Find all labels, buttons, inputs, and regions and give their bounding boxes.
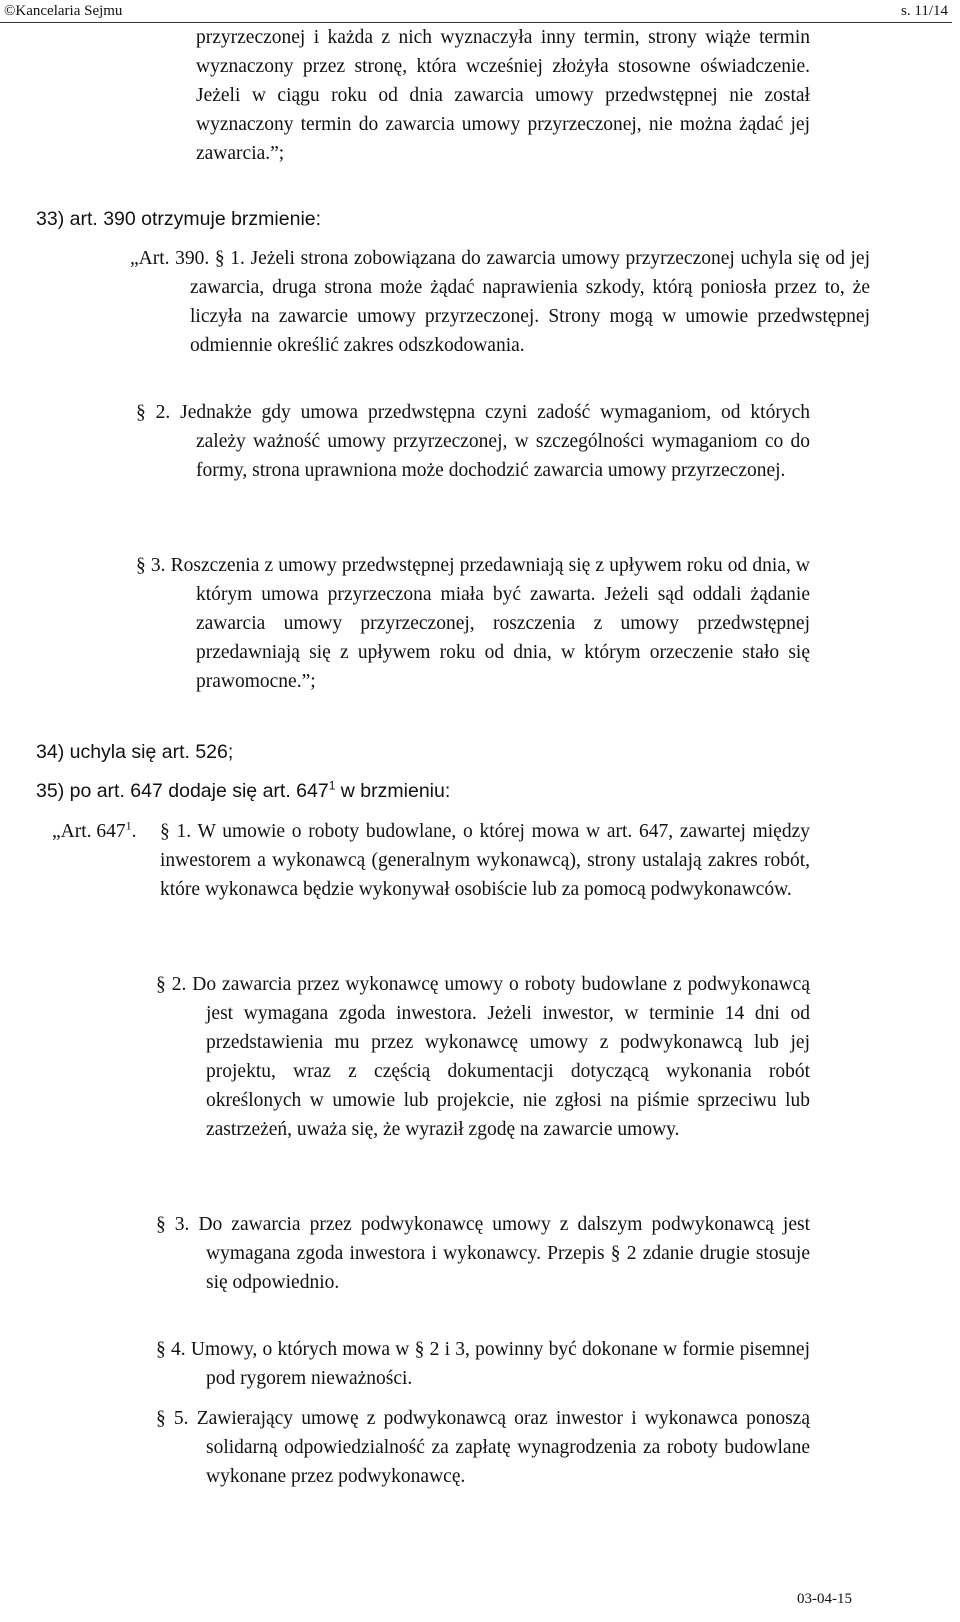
paragraph-continuation: przyrzeczonej i każda z nich wyznaczyła inny termin, strony wiąże termin wyznaczony przez stronę, która wcześniej złożyła stosowne oświadczenie. Jeżeli w ciągu roku od dnia zawarcia umowy przedwstępnej nie został wyznaczony termin do zawarcia umowy przyrzeczonej, nie można żądać jej zawarcia.”; <box>196 27 810 164</box>
art-647-1-lead: „Art. 647 <box>52 821 126 842</box>
header-page-number: s. 11/14 <box>901 3 948 19</box>
art-390-par-2: § 2. Jednakże gdy umowa przedwstępna czyni zadość wymaganiom, od których zależy ważność umowy przyrzeczonej, w szczególności wymaganiom co do formy, strona uprawniona może dochodzić zawarcia umowy przyrzeczonej. <box>136 402 810 481</box>
list-item-35-text: 35) po art. 647 dodaje się art. 647 <box>36 780 329 802</box>
list-item-35-sup: 1 <box>328 778 336 793</box>
list-item-35 <box>36 777 796 806</box>
list-item-34: 34) uchyla się art. 526; <box>36 741 234 763</box>
art-647-1-par-5: § 5. Zawierający umowę z podwykonawcą oraz inwestor i wykonawca ponoszą solidarną odpowiedzialność za zapłatę wynagrodzenia za roboty budowlane wykonane przez podwykonawcę. <box>156 1408 810 1487</box>
art-647-1-par-4: § 4. Umowy, o których mowa w § 2 i 3, powinny być dokonane w formie pisemnej pod rygorem nieważności. <box>156 1339 810 1389</box>
art-647-1-par-3: § 3. Do zawarcia przez podwykonawcę umowy z dalszym podwykonawcą jest wymagana zgoda inwestora i wykonawcy. Przepis § 2 zdanie drugie stosuje się odpowiednio. <box>156 1214 810 1293</box>
art-647-1-par-2: § 2. Do zawarcia przez wykonawcę umowy o roboty budowlane z podwykonawcą jest wymagana zgoda inwestora. Jeżeli inwestor, w terminie 14 dni od przedstawienia mu przez wykonawcę umowy z podwykonawcą lub jej projektu, wraz z częścią dokumentacji dotyczącą wykonania robót określonych w umowie lub projekcie, nie zgłosi na piśmie sprzeciwu lub zastrzeżeń, uważa się, że wyraził zgodę na zawarcie umowy. <box>156 974 810 1140</box>
list-item-33: 33) art. 390 otrzymuje brzmienie: <box>36 208 322 230</box>
header-source: ©Kancelaria Sejmu <box>4 3 123 19</box>
art-390-par-1: „Art. 390. § 1. Jeżeli strona zobowiązana do zawarcia umowy przyrzeczonej uchyla się od jej zawarcia, druga strona może żądać naprawienia szkody, którą poniosła przez to, że liczyła na zawarcie umowy przyrzeczonej. Strony mogą w umowie przedwstępnej odmiennie określić zakres odszkodowania. <box>130 248 870 356</box>
art-390-par-3: § 3. Roszczenia z umowy przedwstępnej przedawniają się z upływem roku od dnia, w którym umowa przyrzeczona miała być zawarta. Jeżeli sąd oddali żądanie zawarcia umowy przyrzeczonej, roszczenia z umowy przedwstępnej przedawniają się z upływem roku od dnia, w którym orzeczenie stało się prawomocne.”; <box>136 555 810 692</box>
art-647-1-lead-sup: 1 <box>125 818 132 833</box>
footer-date: 03-04-15 <box>797 1591 852 1607</box>
art-647-1-lead-dot: . <box>131 821 137 842</box>
art-647-1-par-1: § 1. W umowie o roboty budowlane, o której mowa w art. 647, zawartej między inwestorem a wykonawcą (generalnym wykonawcą), strony ustalają zakres robót, które wykonawca będzie wykonywał osobiście lub za pomocą podwykonawców. <box>160 821 810 900</box>
list-item-35-tail: w brzmieniu: <box>335 780 451 802</box>
